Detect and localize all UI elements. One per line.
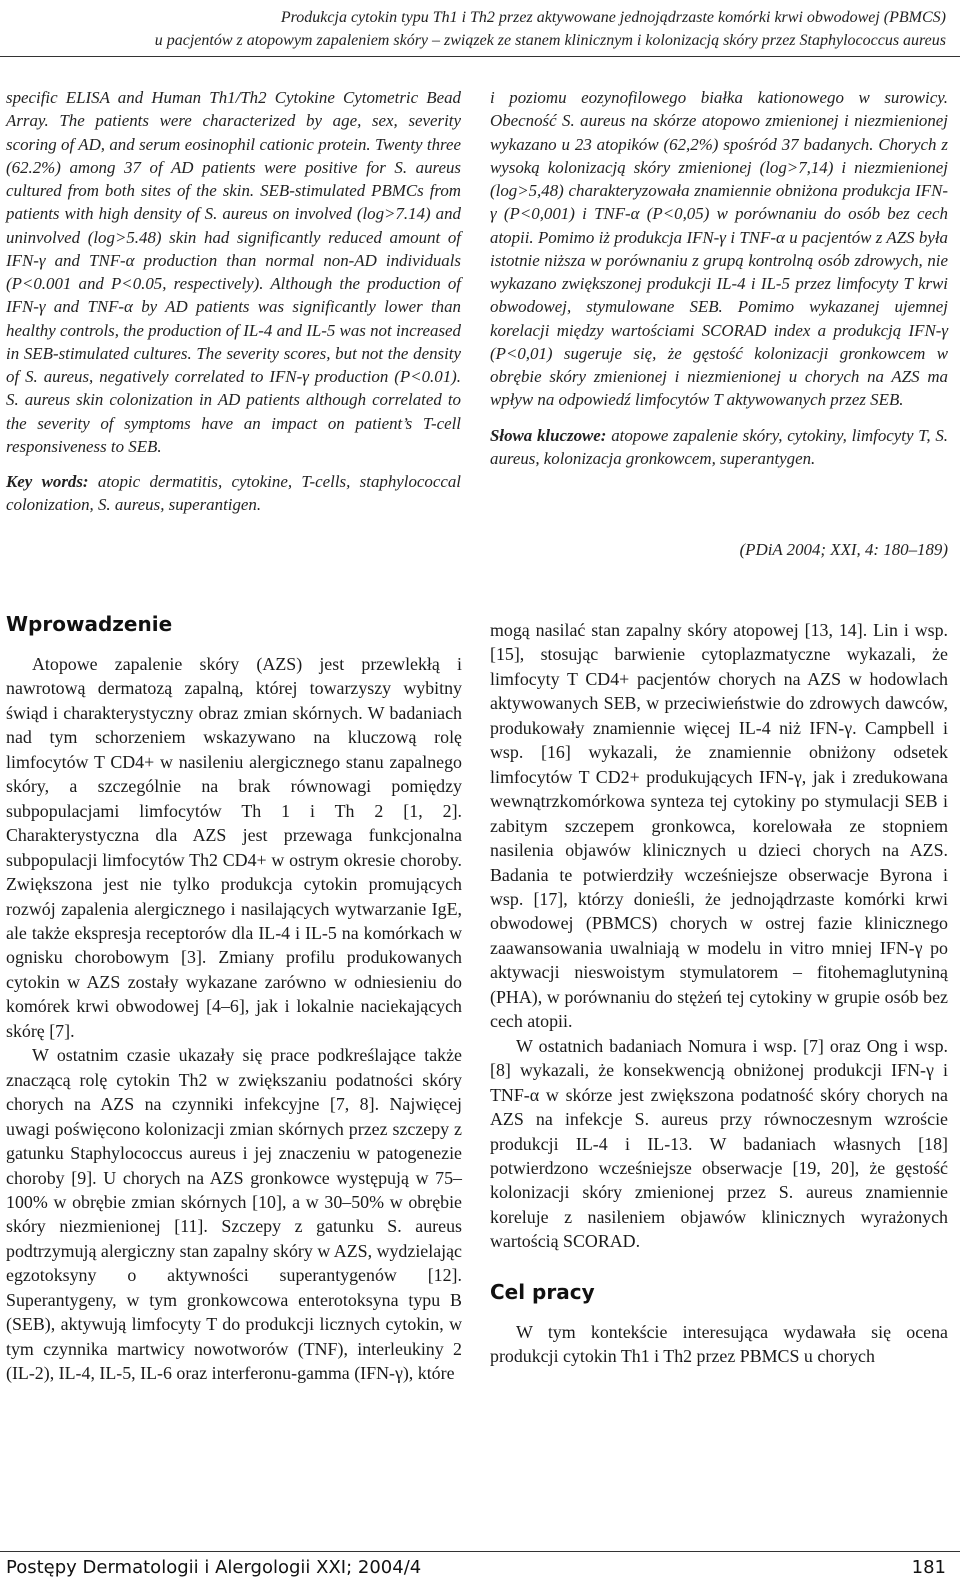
- abstract-english-text: specific ELISA and Human Th1/Th2 Cytokine Cytometric Bead Array. The patients were characterized by age, sex, severity scoring of AD, and serum eosinophil cationic protein. Twenty three (62.2%) among 37 of AD patients were positive for S. aureus cultured from both sites of the skin. SEB-stimulated PBMCs from patients with high density of S. aureus on involved (log>7.14) and uninvolved (log>5.48) skin had significantly reduced amount of IFN-γ and TNF-α production than normal non-AD individuals (P<0.001 and P<0.05, respectively). Although the production of IFN-γ and TNF-α by AD patients was significantly lower than healthy controls, the production of IL-4 and IL-5 was not increased in SEB-stimulated cultures. The severity scores, but not the density of S. aureus, negatively correlated to IFN-γ production (P<0.01). S. aureus skin colonization in AD patients although correlated to the severity of symptoms have an impact on patient’s T-cell responsiveness to SEB.: [6, 88, 461, 456]
- page-number: 181: [911, 1557, 946, 1578]
- abstract-polish: [490, 86, 948, 470]
- body-paragraph: W ostatnich badaniach Nomura i wsp. [7] oraz Ong i wsp. [8] wykazali, że konsekwencją obniżonej produkcji IFN-γ i TNF-α w skórze jest zwiększona podatność skóry chorych na AZS na infekcje S. aureus przy równoczesnym wzroście produkcji IL-4 i IL-13. W badaniach własnych [18] potwierdzono wcześniejsze obserwacje [19, 20], że gęstość kolonizacji skóry zmienionej przez S. aureus znamiennie koreluje z nasileniem objawów klinicznych wyrażonych wartością SCORAD.: [490, 1035, 948, 1252]
- abstract-polish-keywords: [490, 424, 948, 471]
- running-head-line-2: u pacjentów z atopowym zapaleniem skóry – związek ze stanem klinicznym i kolonizacją skóry przez Staphylococcus aureus: [154, 32, 946, 49]
- journal-footer: Postępy Dermatologii i Alergologii XXI; 2004/4: [6, 1557, 422, 1578]
- section-heading-introduction: Wprowadzenie: [6, 612, 173, 636]
- keywords-list: atopic dermatitis, cytokine, T-cells, staphylococcal colonization, S. aureus, superantigen.: [6, 472, 461, 515]
- section-heading-aim: Cel pracy: [490, 1279, 595, 1304]
- body-column-right: [490, 618, 948, 1369]
- body-paragraph: mogą nasilać stan zapalny skóry atopowej [13, 14]. Lin i wsp. [15], stosując barwienie cytoplazmatyczne wykazali, że limfocyty T CD4+ pacjentów chorych na AZS w hodowlach aktywowanych SEB, w przeciwieństwie do zdrowych dawców, produkowały znamiennie więcej IL-4 niż IFN-γ. Campbell i wsp. [16] wykazali, że znamiennie obniżony odsetek limfocytów T CD2+ produkujących IFN-γ, jak i zredukowana wewnątrzkomórkowa synteza tej cytokiny po stymulacji SEB i zabitym szczepem gronkowca, korelowała ze stopniem nasilenia objawów klinicznych u dzieci chorych na AZS. Badania te potwierdziły wcześniejsze obserwacje Byrona i wsp. [17], którzy donieśli, że jednojądrzaste komórki krwi obwodowej (PBMCS) chorych w ostrej fazie klinicznego zaawansowania uwalniają w modelu in vitro mniej IFN-γ po aktywacji nieswoistym stymulatorem – fitohemaglutyniną (PHA), w porównaniu do stężeń tej cytokiny w grupie osób bez cech atopii.: [490, 620, 948, 1032]
- body-paragraph: Atopowe zapalenie skóry (AZS) jest przewlekłą i nawrotową dermatozą zapalną, której towarzyszy wybitny świąd i charakterystyczny obraz zmian skórnych. W badaniach nad tym schorzeniem wskazywano na kluczową rolę limfocytów T CD4+ w nasileniu alergicznego stanu zapalnego skóry, a szczególnie na brak równowagi pomiędzy subpopulacjami limfocytów Th 1 i Th 2 [1, 2]. Charakterystyczna dla AZS jest przewaga funkcjonalna subpopulacji limfocytów Th2 CD4+ w ostrym okresie choroby. Zwiększona jest nie tylko produkcja cytokin promujących rozwój zapalenia alergicznego i nasilających wytwarzanie IgE, ale także ekspresja receptorów dla IL-4 i IL-5 na komórkach w ognisku chorobowym [3]. Zmiany profilu produkowanych cytokin w AZS zostały wykazane zarówno w odniesieniu do komórek krwi obwodowej [4–6], jak i lokalnie naciekających skórę [7].: [6, 654, 462, 1041]
- body-column-left: [6, 612, 462, 1386]
- abstract-polish-text: i poziomu eozynofilowego białka kationowego w surowicy. Obecność S. aureus na skórze atopowo zmienionej i niezmienionej wykazano u 23 atopików (62,2%) spośród 37 badanych. Chorych z wysoką kolonizacją skóry zmienionej (log>7,14) i niezmienionej (log>5,48) charakteryzowała znamiennie obniżona produkcja IFN-γ (P<0,001) i TNF-α (P<0,05) w porównaniu do osób bez cech atopii. Pomimo iż produkcja IFN-γ i TNF-α u pacjentów z AZS była istotnie niższa w porównaniu z grupą kontrolną osób zdrowych, nie wykazano zwiększonej produkcji IL-4 i IL-5 przez limfocyty T krwi obwodowej, stymulowane SEB. Pomimo wykazanej ujemnej korelacji między wartościami SCORAD index a produkcją IFN-γ (P<0,01) sugeruje się, że gęstość kolonizacji gronkowcem w obrębie skóry zmienionej i niezmienionej u chorych na AZS ma wpływ na odpowiedź limfocytów T aktywowanych przez SEB.: [490, 88, 948, 410]
- keywords-label: Key words:: [6, 472, 89, 491]
- body-paragraph: W tym kontekście interesująca wydawała się ocena produkcji cytokin Th1 i Th2 przez PBMCS u chorych: [490, 1321, 948, 1367]
- header-rule: [0, 56, 960, 57]
- citation: (PDiA 2004; XXI, 4: 180–189): [739, 540, 948, 559]
- abstract-english-keywords: [6, 470, 461, 517]
- running-head: [0, 6, 946, 52]
- abstract-english: [6, 86, 461, 517]
- keywords-list-pl: atopowe zapalenie skóry, cytokiny, limfocyty T, S. aureus, kolonizacja gronkowcem, superantygen.: [490, 425, 948, 468]
- running-head-line-1: Produkcja cytokin typu Th1 i Th2 przez aktywowane jednojądrzaste komórki krwi obwodowej (PBMCS): [280, 9, 946, 26]
- body-paragraph: W ostatnim czasie ukazały się prace podkreślające także znaczącą rolę cytokin Th2 w zwiększaniu podatności skóry chorych na AZS na czynniki infekcyjne [7, 8]. Najwięcej uwagi poświęcono kolonizacji zmian skórnych przez szczepy z gatunku Staphylococcus aureus i jej znaczeniu w patogenezie choroby [9]. U chorych na AZS gronkowce występują w 75–100% w obrębie zmian skórnych [10], a w 30–50% w obrębie skóry niezmienionej [11]. Szczepy z gatunku S. aureus podtrzymują alergiczny stan zapalny skóry w AZS, wydzielając egzotoksyny o aktywności superantygenów [12]. Superantygeny, w tym gronkowcowa enterotoksyna typu B (SEB), aktywują limfocyty T do produkcji licznych cytokin, w tym czynnika martwicy nowotworów (TNF), interleukiny 2 (IL-2), IL-4, IL-5, IL-6 oraz interferonu-gamma (IFN-γ), które: [6, 1045, 462, 1384]
- footer-rule: [0, 1551, 960, 1552]
- keywords-label-pl: Słowa kluczowe:: [490, 425, 607, 445]
